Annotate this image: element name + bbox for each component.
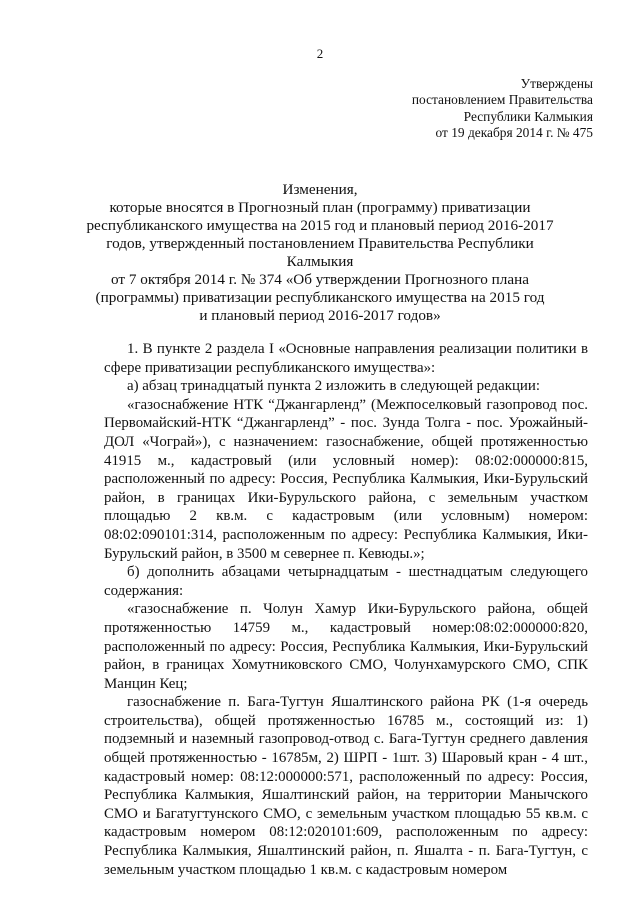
page-number: 2 [316, 46, 324, 61]
paragraph-item-1: 1. В пункте 2 раздела I «Основные направления реализации политики в сфере приватизации республиканского имущества»: [104, 341, 588, 376]
document-title [80, 181, 560, 325]
paragraph-baga-tugtun: газоснабжение п. Бага-Тугтун Яшалтинского района РК (1-я очередь строительства), общей протяженностью 16785 м., состоящий из: 1) подземный и наземный газопровод-отвод с. Бага-Тугтун среднего давления общей протяженностью - 16785м, 2) ШРП - 1шт. 3) Шаровый кран - 4 шт., кадастровый номер: 08:12:000000:571, расположенный по адресу: Россия, Республика Калмыкия, Яшалтинский район, на территории Манычского СМО и Багатугтунского СМО, с земельным участком площадью 55 кв.м. с кадастровым номером 08:12:020101:609, расположенным по адресу: Республика Калмыкия, Яшалтинский район, п. Яшалта - п. Бага-Тугтун, с земельным участком площадью 1 кв.м. с кадастровым номером [104, 694, 588, 878]
title-line: от 7 октября 2014 г. № 374 «Об утверждении Прогнозного плана [111, 271, 529, 288]
paragraph-subitem-b: б) дополнить абзацами четырнадцатым - шестнадцатым следующего содержания: [104, 564, 588, 599]
title-line: республиканского имущества на 2015 год и плановый период 2016-2017 [86, 217, 554, 234]
title-line: (программы) приватизации республиканского имущества на 2015 год [95, 289, 545, 306]
approval-line: постановлением Правительства [411, 92, 593, 108]
title-line: Изменения, [282, 181, 358, 198]
paragraph-subitem-a: а) абзац тринадцатый пункта 2 изложить в следующей редакции: [127, 378, 540, 395]
approval-block [412, 76, 593, 141]
paragraph-quote-cholun: «газоснабжение п. Чолун Хамур Ики-Бурульского района, общей протяженностью 14759 м., кадастровый номер:08:02:000000:820, расположенный по адресу: Россия, Республика Калмыкия, Ики-Бурульский район, в границах Хомутниковского СМО, Чолунхамурского СМО, СПК Манцин Кец; [104, 601, 588, 692]
approval-date-line: от 19 декабря 2014 г. № 475 [435, 124, 593, 140]
paragraph-quote-ntk: «газоснабжение НТК “Джангарленд” (Межпоселковый газопровод пос. Первомайский-НТК “Джангарленд” - пос. Зунда Толга - пос. Урожайный-ДОЛ «Чограй»), с назначением: газоснабжение, общей протяженностью 41915 м., кадастровый (или условный номер): 08:02:000000:815, расположенный по адресу: Россия, Республика Калмыкия, Ики-Бурульский район, в границах Ики-Бурульского района, с земельным участком площадью 2 кв.м. с кадастровым (или условным) номером: 08:02:090101:314, расположенным по адресу: Республика Калмыкия, Ики-Бурульский район, в 3500 м севернее п. Кевюды.»; [104, 396, 588, 562]
approval-line: Республики Калмыкия [463, 108, 593, 124]
title-line: и плановый период 2016-2017 годов» [199, 307, 441, 324]
title-line: годов, утвержденный постановлением Правительства Республики Калмыкия [106, 235, 534, 270]
document-body [104, 340, 588, 879]
approval-line: Утверждены [520, 76, 593, 91]
title-line: которые вносятся в Прогнозный план (программу) приватизации [109, 199, 531, 216]
